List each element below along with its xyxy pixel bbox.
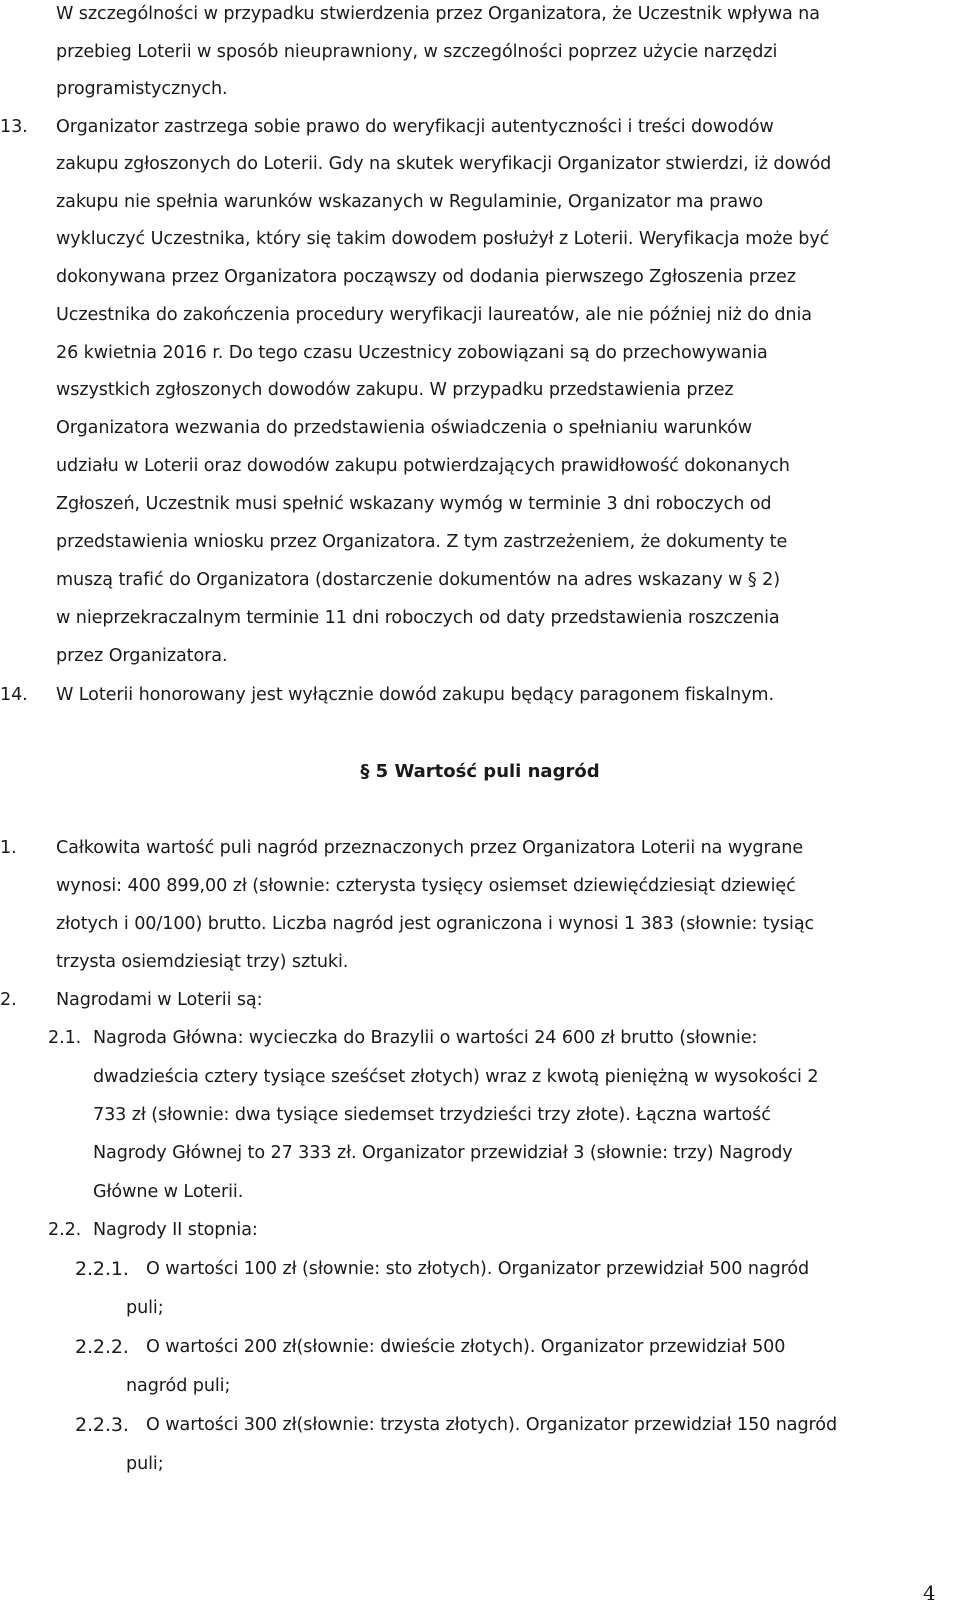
- paragraph-line: O wartości 300 zł(słownie: trzysta złotych). Organizator przewidział 150 nagród: [146, 1415, 838, 1435]
- paragraph-line: zakupu nie spełnia warunków wskazanych w Regulaminie, Organizator ma prawo: [56, 192, 763, 212]
- item-number: 1.: [0, 838, 17, 858]
- paragraph-line: Organizator zastrzega sobie prawo do weryfikacji autentyczności i treści dowodów: [56, 117, 774, 137]
- paragraph-line: wykluczyć Uczestnika, który się takim dowodem posłużył z Loterii. Weryfikacja może być: [56, 229, 830, 249]
- paragraph-line: przebieg Loterii w sposób nieuprawniony, w szczególności poprzez użycie narzędzi: [56, 42, 778, 62]
- paragraph-line: wszystkich zgłoszonych dowodów zakupu. W przypadku przedstawienia przez: [56, 380, 734, 400]
- item-number: 2.2.3.: [75, 1414, 129, 1436]
- item-number: 2.1.: [48, 1028, 82, 1048]
- item-number: 2.2.2.: [75, 1336, 129, 1358]
- paragraph-line: udziału w Loterii oraz dowodów zakupu potwierdzających prawidłowość dokonanych: [56, 456, 790, 476]
- paragraph-line: przedstawienia wniosku przez Organizatora. Z tym zastrzeżeniem, że dokumenty te: [56, 532, 788, 552]
- paragraph-line: przez Organizatora.: [56, 646, 228, 666]
- item-number: 13.: [0, 117, 28, 137]
- paragraph-line: 26 kwietnia 2016 r. Do tego czasu Uczestnicy zobowiązani są do przechowywania: [56, 343, 768, 363]
- paragraph-line: Nagrodami w Loterii są:: [56, 990, 263, 1010]
- paragraph-line: zakupu zgłoszonych do Loterii. Gdy na skutek weryfikacji Organizator stwierdzi, iż dowód: [56, 154, 832, 174]
- paragraph-line: Organizatora wezwania do przedstawienia oświadczenia o spełnianiu warunków: [56, 418, 753, 438]
- section-heading: § 5 Wartość puli nagród: [360, 761, 600, 782]
- paragraph-line: Nagroda Główna: wycieczka do Brazylii o wartości 24 600 zł brutto (słownie:: [93, 1028, 758, 1048]
- paragraph-line: dwadzieścia cztery tysiące sześćset złotych) wraz z kwotą pieniężną w wysokości 2: [93, 1067, 819, 1087]
- paragraph-line: Całkowita wartość puli nagród przeznaczonych przez Organizatora Loterii na wygrane: [56, 838, 804, 858]
- paragraph-line: muszą trafić do Organizatora (dostarczenie dokumentów na adres wskazany w § 2): [56, 570, 780, 590]
- paragraph-line: O wartości 200 zł(słownie: dwieście złotych). Organizator przewidział 500: [146, 1337, 786, 1357]
- page-number: 4: [923, 1581, 936, 1605]
- paragraph-line: W szczególności w przypadku stwierdzenia przez Organizatora, że Uczestnik wpływa na: [56, 4, 820, 24]
- paragraph-line: Nagrody II stopnia:: [93, 1220, 258, 1240]
- paragraph-line: W Loterii honorowany jest wyłącznie dowód zakupu będący paragonem fiskalnym.: [56, 685, 774, 705]
- paragraph-line: programistycznych.: [56, 79, 228, 99]
- paragraph-line: trzysta osiemdziesiąt trzy) sztuki.: [56, 952, 349, 972]
- paragraph-line: O wartości 100 zł (słownie: sto złotych). Organizator przewidział 500 nagród: [146, 1259, 810, 1279]
- paragraph-line: Główne w Loterii.: [93, 1182, 244, 1202]
- paragraph-line: Uczestnika do zakończenia procedury weryfikacji laureatów, ale nie później niż do dnia: [56, 305, 812, 325]
- paragraph-line: puli;: [126, 1298, 164, 1318]
- paragraph-line: w nieprzekraczalnym terminie 11 dni roboczych od daty przedstawienia roszczenia: [56, 608, 780, 628]
- paragraph-line: złotych i 00/100) brutto. Liczba nagród jest ograniczona i wynosi 1 383 (słownie: tysiąc: [56, 914, 815, 934]
- item-number: 14.: [0, 685, 28, 705]
- paragraph-line: nagród puli;: [126, 1376, 231, 1396]
- paragraph-line: wynosi: 400 899,00 zł (słownie: czterysta tysięcy osiemset dziewięćdziesiąt dziewięć: [56, 876, 796, 896]
- paragraph-line: 733 zł (słownie: dwa tysiące siedemset trzydzieści trzy złote). Łączna wartość: [93, 1105, 771, 1125]
- item-number: 2.: [0, 990, 17, 1010]
- item-number: 2.2.: [48, 1220, 82, 1240]
- paragraph-line: Nagrody Głównej to 27 333 zł. Organizator przewidział 3 (słownie: trzy) Nagrody: [93, 1143, 793, 1163]
- paragraph-line: dokonywana przez Organizatora począwszy od dodania pierwszego Zgłoszenia przez: [56, 267, 796, 287]
- item-number: 2.2.1.: [75, 1258, 129, 1280]
- paragraph-line: Zgłoszeń, Uczestnik musi spełnić wskazany wymóg w terminie 3 dni roboczych od: [56, 494, 772, 514]
- paragraph-line: puli;: [126, 1454, 164, 1474]
